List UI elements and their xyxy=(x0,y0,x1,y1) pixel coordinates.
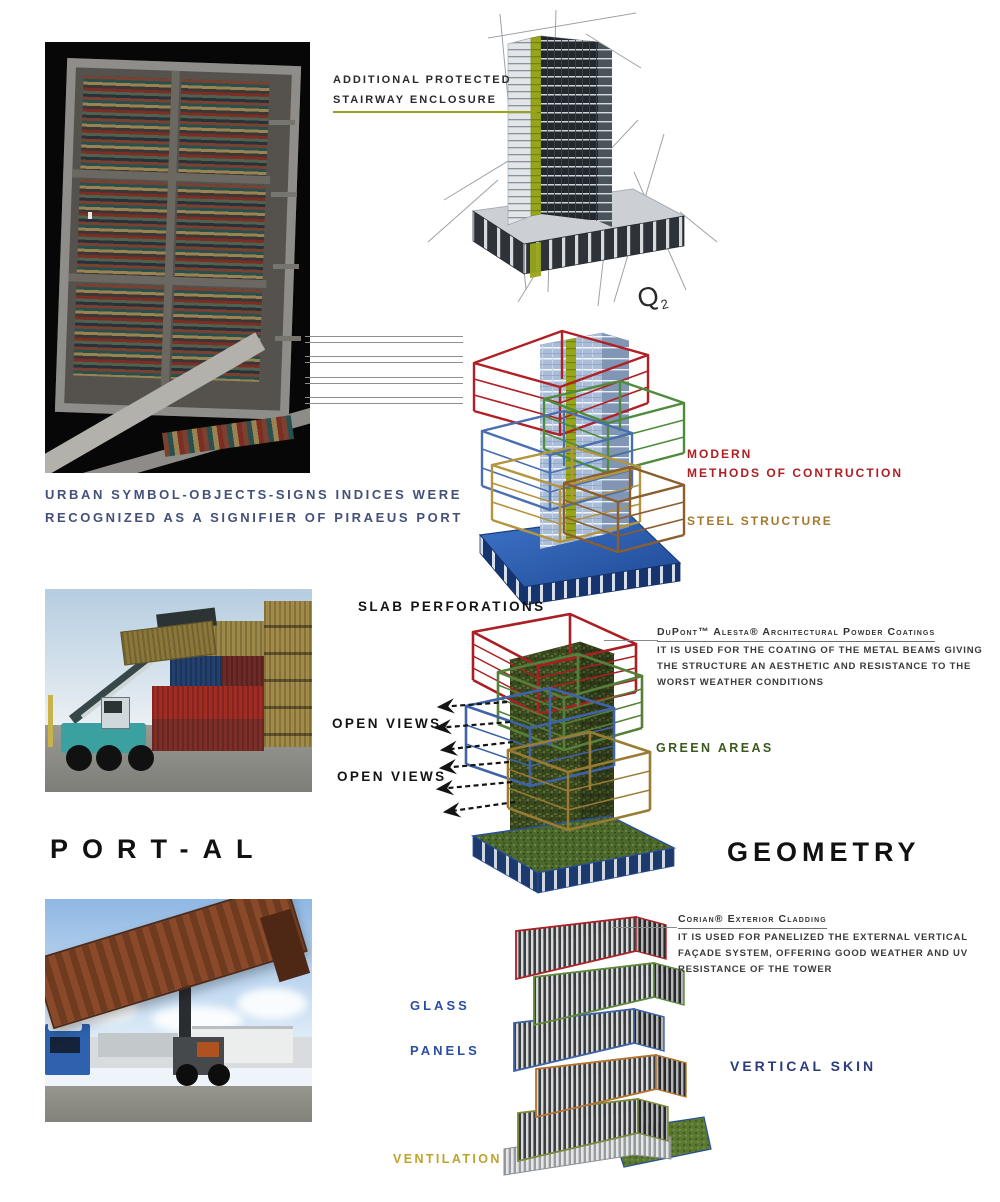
crane-icon xyxy=(271,192,297,197)
diagram-vertical-skin-tower xyxy=(466,891,711,1176)
connector-line xyxy=(305,356,463,363)
crane-icon xyxy=(275,336,301,341)
glass-label: GLASS xyxy=(410,998,470,1013)
dupont-body-line-2: THE STRUCTURE AN AESTHETIC AND RESISTANCE TO THE xyxy=(657,661,972,672)
corian-body-line-2: FAÇADE SYSTEM, OFFERING GOOD WEATHER AND UV xyxy=(678,948,968,959)
geometry-title: GEOMETRY xyxy=(727,837,921,867)
steel-structure-label: STEEL STRUCTURE xyxy=(687,514,833,528)
leader-line xyxy=(604,640,658,641)
open-views-label-top: OPEN VIEWS xyxy=(332,716,442,731)
caption-line-2: RECOGNIZED AS A SIGNIFIER OF PIRAEUS PORT xyxy=(45,510,463,525)
leader-line xyxy=(612,927,677,928)
crane-icon xyxy=(269,120,295,125)
project-title: PORT-AL xyxy=(50,834,267,864)
connector-line xyxy=(305,377,463,384)
container-pier xyxy=(55,58,301,420)
corian-body-line-3: RESISTANCE OF THE TOWER xyxy=(678,964,833,975)
slab-perforations-title: SLAB PERFORATIONS xyxy=(358,599,546,614)
green-areas-label: GREEN AREAS xyxy=(656,741,774,755)
connector-line xyxy=(305,336,463,343)
photo-forklift-container xyxy=(45,899,312,1122)
connector-line xyxy=(305,397,463,404)
stairway-label-line-1: ADDITIONAL PROTECTED xyxy=(333,74,512,86)
vertical-skin-label: VERTICAL SKIN xyxy=(730,1058,877,1074)
modern-methods-line-1: MODERN xyxy=(687,447,753,461)
modern-methods-line-2: METHODS OF CONTRUCTION xyxy=(687,466,903,480)
dupont-heading: DuPont™ Alesta® Architectural Powder Coatings xyxy=(657,626,935,642)
open-views-arrows-icon xyxy=(415,688,530,818)
dupont-body-line-3: WORST WEATHER CONDITIONS xyxy=(657,677,824,688)
crane-icon xyxy=(273,264,299,269)
photo-piraeus-port-aerial xyxy=(45,42,310,473)
yellow-post xyxy=(48,695,53,748)
ventilation-label: VENTILATION xyxy=(393,1152,502,1166)
orientation-q2-icon: $Q_2$ xyxy=(634,279,670,315)
diagram-steel-frame-tower xyxy=(428,4,718,309)
corian-heading: Corian® Exterior Cladding xyxy=(678,913,827,929)
stairway-leader-line xyxy=(333,111,537,113)
open-views-label-bottom: OPEN VIEWS xyxy=(337,769,447,784)
photo-reach-stacker xyxy=(45,589,312,792)
diagram-modular-construction xyxy=(452,303,692,578)
panels-label: PANELS xyxy=(410,1043,480,1058)
caption-line-1: URBAN SYMBOL-OBJECTS-SIGNS INDICES WERE xyxy=(45,487,463,502)
corian-body-line-1: IT IS USED FOR PANELIZED THE EXTERNAL VERTICAL xyxy=(678,932,968,943)
dupont-body-line-1: IT IS USED FOR THE COATING OF THE METAL BEAMS GIVING xyxy=(657,645,983,656)
stairway-label-line-2: STAIRWAY ENCLOSURE xyxy=(333,94,497,106)
